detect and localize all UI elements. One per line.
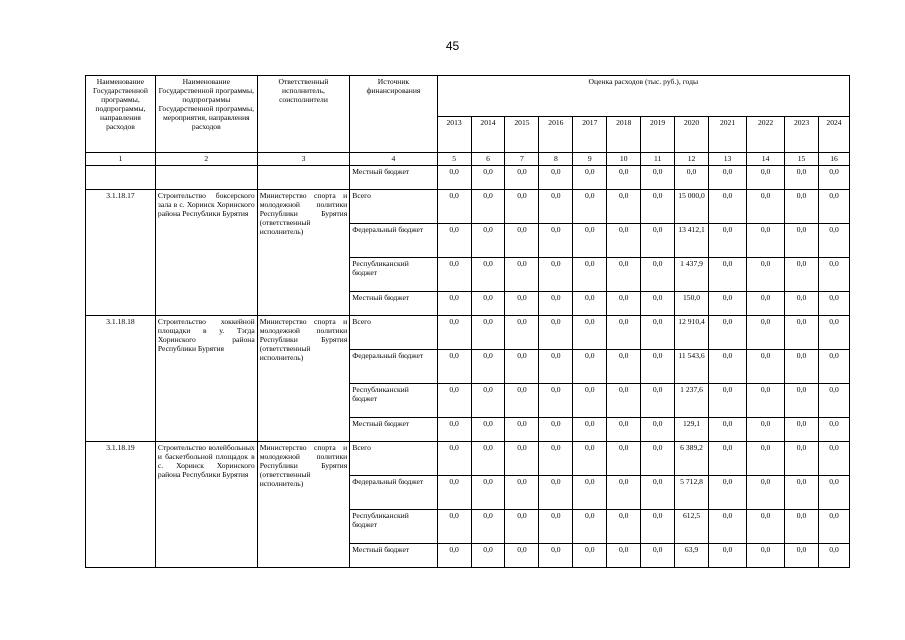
value-cell: 0,0 [607, 166, 641, 190]
value-cell: 0,0 [747, 224, 785, 258]
value-cell: 0,0 [785, 166, 819, 190]
value-cell: 0,0 [747, 442, 785, 476]
value-cell: 150,0 [675, 292, 709, 316]
value-cell: 0,0 [819, 316, 850, 350]
value-cell: 0,0 [819, 350, 850, 384]
value-cell: 0,0 [573, 476, 607, 510]
funding-source: Федеральный бюджет [350, 350, 437, 384]
value-cell: 0,0 [709, 544, 747, 568]
value-cell: 0,0 [641, 166, 675, 190]
value-cell: 0,0 [471, 442, 505, 476]
column-index: 16 [819, 153, 850, 166]
value-cell: 0,0 [505, 384, 539, 418]
value-cell: 0,0 [747, 350, 785, 384]
value-cell: 0,0 [785, 292, 819, 316]
value-cell: 13 412,1 [675, 224, 709, 258]
value-cell: 0,0 [819, 166, 850, 190]
column-index: 9 [573, 153, 607, 166]
year-header: 2023 [785, 117, 819, 153]
year-header: 2022 [747, 117, 785, 153]
row-code: 3.1.18.17 [86, 190, 156, 316]
value-cell: 0,0 [607, 350, 641, 384]
value-cell: 0,0 [573, 316, 607, 350]
value-cell: 0,0 [471, 350, 505, 384]
value-cell: 0,0 [747, 510, 785, 544]
value-cell: 0,0 [747, 166, 785, 190]
value-cell: 0,0 [573, 350, 607, 384]
header-program: Наименование Государственной программы, подпрограммы, направления расходов [86, 76, 156, 153]
value-cell: 0,0 [641, 258, 675, 292]
value-cell: 0,0 [539, 476, 573, 510]
value-cell: 1 437,9 [675, 258, 709, 292]
header-row [86, 76, 850, 117]
value-cell: 0,0 [437, 442, 471, 476]
value-cell: 0,0 [505, 442, 539, 476]
value-cell: 0,0 [607, 292, 641, 316]
value-cell: 0,0 [437, 384, 471, 418]
value-cell: 0,0 [747, 292, 785, 316]
value-cell: 0,0 [471, 510, 505, 544]
value-cell: 0,0 [785, 190, 819, 224]
value-cell: 0,0 [709, 442, 747, 476]
value-cell: 0,0 [539, 350, 573, 384]
value-cell: 0,0 [709, 384, 747, 418]
value-cell: 0,0 [505, 166, 539, 190]
value-cell: 0,0 [607, 384, 641, 418]
value-cell: 612,5 [675, 510, 709, 544]
value-cell: 0,0 [785, 384, 819, 418]
value-cell: 15 000,0 [675, 190, 709, 224]
value-cell: 0,0 [709, 166, 747, 190]
value-cell: 0,0 [437, 190, 471, 224]
value-cell: 0,0 [709, 316, 747, 350]
value-cell: 0,0 [505, 544, 539, 568]
column-index: 10 [607, 153, 641, 166]
value-cell: 0,0 [471, 418, 505, 442]
value-cell: 0,0 [471, 166, 505, 190]
funding-source: Республиканский бюджет [350, 510, 437, 544]
value-cell: 0,0 [573, 190, 607, 224]
value-cell: 0,0 [573, 292, 607, 316]
value-cell: 0,0 [709, 190, 747, 224]
value-cell: 0,0 [607, 258, 641, 292]
value-cell: 0,0 [573, 510, 607, 544]
funding-source: Местный бюджет [350, 166, 437, 190]
value-cell: 0,0 [607, 190, 641, 224]
row-executor [257, 166, 350, 190]
value-cell: 0,0 [471, 190, 505, 224]
column-index: 2 [155, 153, 257, 166]
value-cell: 0,0 [437, 418, 471, 442]
value-cell: 0,0 [785, 350, 819, 384]
header-program-name: Наименование Государственной программы, подпрограммы Государственной программы, мероприятия, направления расходов [155, 76, 257, 153]
value-cell: 0,0 [471, 476, 505, 510]
value-cell: 0,0 [607, 418, 641, 442]
value-cell: 0,0 [641, 350, 675, 384]
column-index: 11 [641, 153, 675, 166]
value-cell: 6 389,2 [675, 442, 709, 476]
value-cell: 0,0 [819, 384, 850, 418]
value-cell: 0,0 [747, 258, 785, 292]
funding-source: Местный бюджет [350, 292, 437, 316]
header-expense-estimate: Оценка расходов (тыс. руб.), годы [437, 76, 849, 117]
year-header: 2016 [539, 117, 573, 153]
value-cell: 0,0 [709, 258, 747, 292]
value-cell: 0,0 [819, 544, 850, 568]
table-row [86, 316, 850, 350]
funding-source: Федеральный бюджет [350, 224, 437, 258]
value-cell: 0,0 [573, 442, 607, 476]
year-header: 2019 [641, 117, 675, 153]
row-executor: Министерство спорта и молодежной политики Республики Бурятия (ответственный исполнитель) [257, 442, 350, 568]
value-cell: 0,0 [747, 316, 785, 350]
value-cell: 0,0 [709, 292, 747, 316]
value-cell: 0,0 [607, 442, 641, 476]
value-cell: 0,0 [709, 418, 747, 442]
value-cell: 63,9 [675, 544, 709, 568]
value-cell: 0,0 [607, 544, 641, 568]
row-executor: Министерство спорта и молодежной политики Республики Бурятия (ответственный исполнитель) [257, 316, 350, 442]
value-cell: 0,0 [505, 224, 539, 258]
value-cell: 0,0 [747, 384, 785, 418]
value-cell: 0,0 [539, 190, 573, 224]
year-header: 2014 [471, 117, 505, 153]
year-header: 2015 [505, 117, 539, 153]
year-header: 2021 [709, 117, 747, 153]
value-cell: 0,0 [709, 350, 747, 384]
value-cell: 0,0 [437, 292, 471, 316]
value-cell: 0,0 [471, 224, 505, 258]
column-index: 8 [539, 153, 573, 166]
value-cell: 0,0 [641, 510, 675, 544]
year-header: 2024 [819, 117, 850, 153]
value-cell: 0,0 [785, 544, 819, 568]
value-cell: 0,0 [471, 384, 505, 418]
value-cell: 0,0 [471, 258, 505, 292]
column-index: 6 [471, 153, 505, 166]
funding-source: Всего [350, 316, 437, 350]
value-cell: 0,0 [607, 510, 641, 544]
value-cell: 0,0 [573, 258, 607, 292]
value-cell: 0,0 [539, 224, 573, 258]
row-name: Строительство хоккейной площадки в у. Тэгда Хоринского района Республики Бурятия [155, 316, 257, 442]
table-row [86, 190, 850, 224]
value-cell: 0,0 [819, 224, 850, 258]
value-cell: 0,0 [437, 316, 471, 350]
value-cell: 0,0 [641, 292, 675, 316]
value-cell: 0,0 [819, 258, 850, 292]
funding-source: Местный бюджет [350, 418, 437, 442]
value-cell: 0,0 [437, 224, 471, 258]
value-cell: 0,0 [641, 190, 675, 224]
page-number: 45 [445, 39, 460, 53]
value-cell: 0,0 [709, 510, 747, 544]
value-cell: 0,0 [819, 292, 850, 316]
column-index: 4 [350, 153, 437, 166]
value-cell: 0,0 [539, 544, 573, 568]
value-cell: 0,0 [641, 418, 675, 442]
table-row [86, 442, 850, 476]
value-cell: 0,0 [785, 224, 819, 258]
value-cell: 0,0 [573, 166, 607, 190]
row-name [155, 166, 257, 190]
value-cell: 0,0 [471, 544, 505, 568]
value-cell: 0,0 [573, 224, 607, 258]
value-cell: 0,0 [573, 418, 607, 442]
value-cell: 0,0 [641, 316, 675, 350]
row-name: Строительство боксерского зала в с. Хоринск Хоринского района Республики Бурятия [155, 190, 257, 316]
value-cell: 0,0 [747, 544, 785, 568]
value-cell: 0,0 [539, 418, 573, 442]
expense-table [85, 75, 850, 568]
value-cell: 0,0 [437, 258, 471, 292]
value-cell: 129,1 [675, 418, 709, 442]
row-name: Строительство волейбольных и баскетбольной площадок в с. Хоринск Хоринского района Республики Бурятия [155, 442, 257, 568]
value-cell: 0,0 [747, 476, 785, 510]
table-row [86, 166, 850, 190]
value-cell: 0,0 [785, 442, 819, 476]
value-cell: 0,0 [573, 384, 607, 418]
value-cell: 0,0 [747, 418, 785, 442]
value-cell: 0,0 [505, 350, 539, 384]
value-cell: 0,0 [641, 384, 675, 418]
value-cell: 0,0 [437, 510, 471, 544]
value-cell: 0,0 [539, 384, 573, 418]
row-executor: Министерство спорта и молодежной политики Республики Бурятия (ответственный исполнитель) [257, 190, 350, 316]
value-cell: 0,0 [641, 224, 675, 258]
value-cell: 0,0 [747, 190, 785, 224]
column-index: 3 [257, 153, 350, 166]
value-cell: 1 237,6 [675, 384, 709, 418]
funding-source: Всего [350, 442, 437, 476]
row-code [86, 166, 156, 190]
value-cell: 0,0 [641, 544, 675, 568]
value-cell: 0,0 [471, 292, 505, 316]
value-cell: 0,0 [641, 442, 675, 476]
value-cell: 0,0 [607, 316, 641, 350]
value-cell: 0,0 [819, 510, 850, 544]
funding-source: Республиканский бюджет [350, 258, 437, 292]
value-cell: 0,0 [437, 350, 471, 384]
funding-source: Республиканский бюджет [350, 384, 437, 418]
value-cell: 0,0 [539, 258, 573, 292]
value-cell: 0,0 [505, 258, 539, 292]
value-cell: 0,0 [819, 442, 850, 476]
column-index: 5 [437, 153, 471, 166]
column-index: 13 [709, 153, 747, 166]
value-cell: 0,0 [505, 476, 539, 510]
funding-source: Местный бюджет [350, 544, 437, 568]
value-cell: 0,0 [819, 190, 850, 224]
value-cell: 0,0 [539, 510, 573, 544]
value-cell: 0,0 [675, 166, 709, 190]
column-index: 14 [747, 153, 785, 166]
value-cell: 0,0 [505, 316, 539, 350]
row-code: 3.1.18.19 [86, 442, 156, 568]
year-header: 2017 [573, 117, 607, 153]
value-cell: 0,0 [437, 544, 471, 568]
column-index: 12 [675, 153, 709, 166]
value-cell: 0,0 [819, 418, 850, 442]
value-cell: 11 543,6 [675, 350, 709, 384]
value-cell: 0,0 [607, 476, 641, 510]
value-cell: 12 910,4 [675, 316, 709, 350]
column-index: 7 [505, 153, 539, 166]
value-cell: 0,0 [505, 292, 539, 316]
value-cell: 0,0 [539, 316, 573, 350]
value-cell: 0,0 [471, 316, 505, 350]
value-cell: 0,0 [641, 476, 675, 510]
value-cell: 0,0 [437, 476, 471, 510]
year-header: 2013 [437, 117, 471, 153]
value-cell: 0,0 [539, 166, 573, 190]
index-row [86, 153, 850, 166]
value-cell: 0,0 [573, 544, 607, 568]
year-header: 2020 [675, 117, 709, 153]
value-cell: 5 712,8 [675, 476, 709, 510]
value-cell: 0,0 [785, 258, 819, 292]
value-cell: 0,0 [437, 166, 471, 190]
header-source: Источник финансирования [350, 76, 437, 153]
value-cell: 0,0 [539, 292, 573, 316]
value-cell: 0,0 [539, 442, 573, 476]
year-header: 2018 [607, 117, 641, 153]
value-cell: 0,0 [819, 476, 850, 510]
value-cell: 0,0 [785, 418, 819, 442]
value-cell: 0,0 [785, 510, 819, 544]
value-cell: 0,0 [505, 190, 539, 224]
row-code: 3.1.18.18 [86, 316, 156, 442]
value-cell: 0,0 [709, 224, 747, 258]
column-index: 15 [785, 153, 819, 166]
value-cell: 0,0 [607, 224, 641, 258]
funding-source: Всего [350, 190, 437, 224]
value-cell: 0,0 [505, 418, 539, 442]
value-cell: 0,0 [505, 510, 539, 544]
value-cell: 0,0 [709, 476, 747, 510]
value-cell: 0,0 [785, 316, 819, 350]
funding-source: Федеральный бюджет [350, 476, 437, 510]
value-cell: 0,0 [785, 476, 819, 510]
column-index: 1 [86, 153, 156, 166]
header-executor: Ответственный исполнитель, соисполнители [257, 76, 350, 153]
